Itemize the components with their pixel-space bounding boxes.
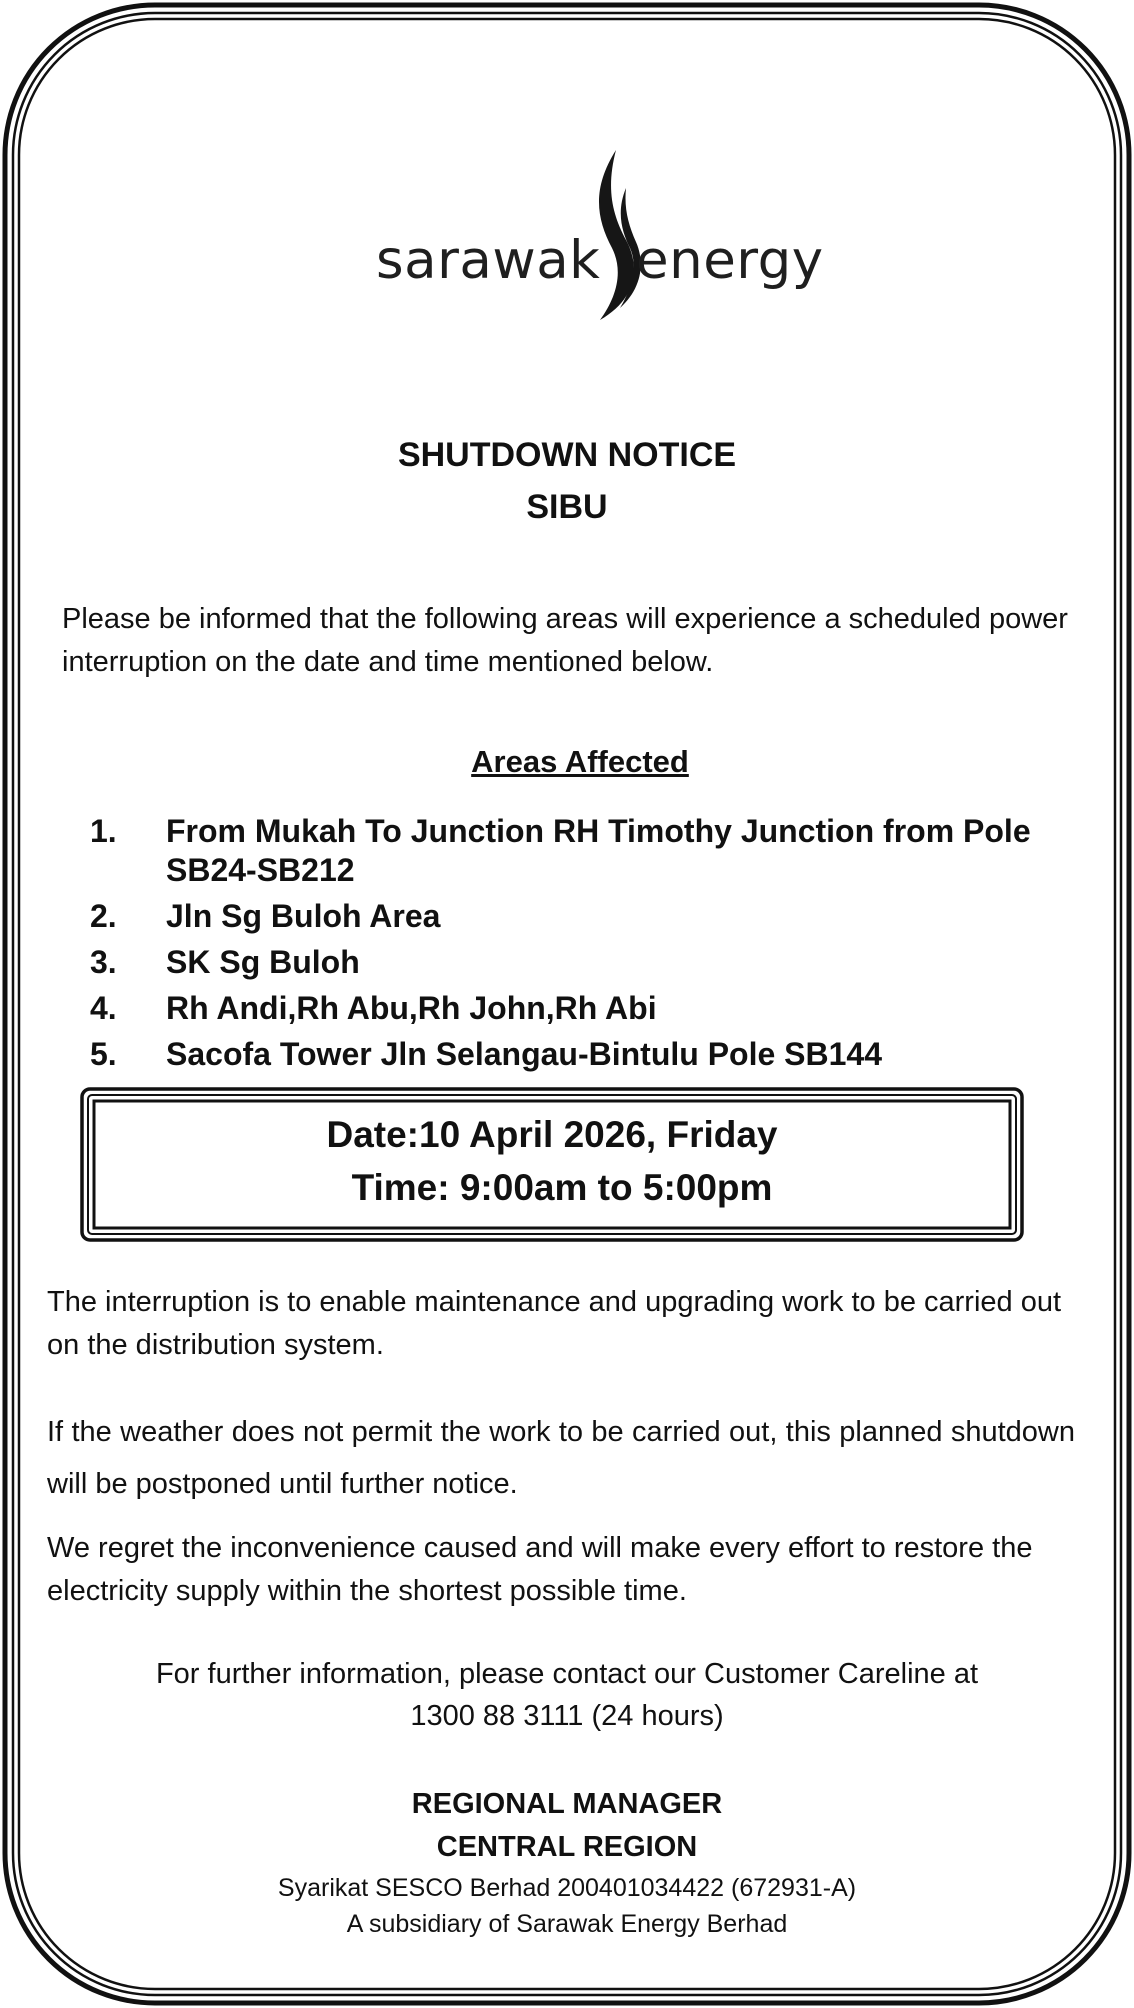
- list-item-number: 5.: [90, 1036, 117, 1072]
- list-item-number: 2.: [90, 898, 117, 934]
- notice-location: SIBU: [526, 488, 608, 526]
- schedule-date: Date:10 April 2026, Friday: [326, 1114, 778, 1155]
- signature-title: REGIONAL MANAGER: [411, 1788, 723, 1820]
- list-item-number: 3.: [90, 944, 117, 980]
- intro-paragraph: Please be informed that the following areas will experience a scheduled power interruption on the date and time mentioned below.: [62, 603, 1068, 678]
- list-item-number: 1.: [90, 813, 117, 849]
- logo-text-energy: energy: [636, 230, 824, 291]
- list-item: [90, 989, 1050, 1028]
- company-registration: Syarikat SESCO Berhad 200401034422 (672931-A): [277, 1874, 857, 1902]
- areas-list: [90, 812, 1050, 1081]
- reason-paragraph: The interruption is to enable maintenance and upgrading work to be carried out on the distribution system.: [47, 1286, 1062, 1361]
- regret-paragraph: We regret the inconvenience caused and will make every effort to restore the electricity supply within the shortest possible time.: [47, 1532, 1033, 1607]
- schedule-time: Time: 9:00am to 5:00pm: [351, 1167, 773, 1208]
- contact-line: For further information, please contact our Customer Careline at: [155, 1658, 979, 1690]
- company-parent: A subsidiary of Sarawak Energy Berhad: [346, 1910, 788, 1938]
- list-item: [90, 812, 1050, 890]
- schedule-box: [80, 1087, 1024, 1242]
- list-item-number: 4.: [90, 990, 117, 1026]
- list-item: [90, 897, 1050, 936]
- list-item: [90, 1035, 1050, 1074]
- logo-text-sarawak: sarawak: [376, 230, 601, 291]
- sarawak-energy-logo: [370, 148, 850, 328]
- schedule-box-frame: [80, 1087, 1024, 1242]
- flame-icon: [586, 148, 642, 328]
- signature-region: CENTRAL REGION: [436, 1831, 698, 1863]
- areas-heading: Areas Affected: [471, 744, 689, 779]
- notice-title: SHUTDOWN NOTICE: [397, 436, 737, 474]
- list-item-text: Rh Andi,Rh Abu,Rh John,Rh Abi: [166, 990, 657, 1026]
- contact-number: 1300 88 3111 (24 hours): [410, 1700, 724, 1732]
- list-item: [90, 943, 1050, 982]
- list-item-text: From Mukah To Junction RH Timothy Junction from Pole SB24-SB212: [166, 813, 1031, 888]
- list-item-text: Sacofa Tower Jln Selangau-Bintulu Pole SB144: [166, 1036, 883, 1072]
- list-item-text: Jln Sg Buloh Area: [166, 898, 441, 934]
- list-item-text: SK Sg Buloh: [166, 944, 360, 980]
- weather-paragraph: If the weather does not permit the work to be carried out, this planned shutdown will be postponed until further notice.: [47, 1416, 1075, 1500]
